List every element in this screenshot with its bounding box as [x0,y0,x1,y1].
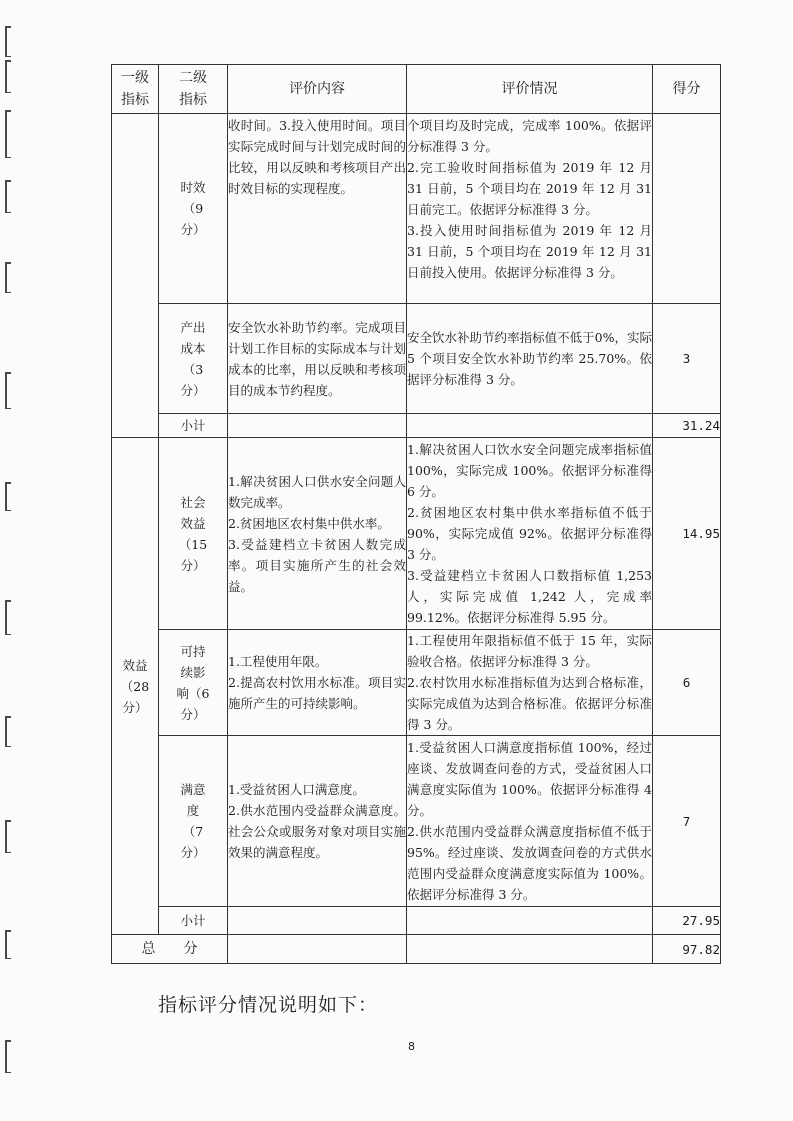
score-cost: 3 [653,304,721,414]
subtotal1-content [228,414,407,438]
binder-mark [5,262,11,293]
subtotal2-evaluation [407,907,653,935]
subtotal1-score: 31.24 [653,414,721,438]
content-sustainable: 1.工程使用年限。 2.提高农村饮用水标准。项目实施所产生的可持续影响。 [228,630,407,736]
subtotal2-label: 小计 [159,907,228,935]
binder-mark [5,60,11,93]
evaluation-table [111,64,721,964]
table-row-timeliness [112,114,721,304]
total-label: 总 分 [112,935,228,964]
header-level2: 二级 指标 [159,65,228,114]
content-social: 1.解决贫困人口供水安全问题人数完成率。 2.贫困地区农村集中供水率。 3.受益建档立卡贫困人数完成率。项目实施所产生的社会效益。 [228,438,407,630]
content-cost: 安全饮水补助节约率。完成项目计划工作目标的实际成本与计划成本的比率，用以反映和考核项目的成本节约程度。 [228,304,407,414]
binder-mark [5,716,11,747]
binder-mark [5,820,11,853]
subtotal1-label: 小计 [159,414,228,438]
header-content: 评价内容 [228,65,407,114]
header-level1: 一级 指标 [112,65,159,114]
total-score: 97.82 [653,935,721,964]
evaluation-timeliness: 个项目均及时完成，完成率 100%。依据评分标准得 3 分。 2.完工验收时间指标值为 2019 年 12 月 31 日前，5 个项目均在 2019 年 12 月 31 日前完工。依据评分标准得 3 分。 3.投入使用时间指标值为 2019 年 12 月 31 日前，5 个项目均在 2019 年 12 月 31 日前投入使用。依据评分标准得 3 分。 [407,114,653,304]
level2-satisfaction: 满意 度 （7 分） [159,736,228,907]
subtotal1-evaluation [407,414,653,438]
content-timeliness: 收时间。3.投入使用时间。项目实际完成时间与计划完成时间的比较，用以反映和考核项目产出时效目标的实现程度。 [228,114,407,304]
table-row-subtotal1 [112,414,721,438]
table-row-subtotal2 [112,907,721,935]
level1-output-cell [112,114,159,438]
level2-social: 社会 效益 （15 分） [159,438,228,630]
header-score: 得分 [653,65,721,114]
table-row-cost [112,304,721,414]
content-satisfaction: 1.受益贫困人口满意度。 2.供水范围内受益群众满意度。社会公众或服务对象对项目实施效果的满意程度。 [228,736,407,907]
evaluation-satisfaction: 1.受益贫困人口满意度指标值 100%，经过座谈、发放调查问卷的方式，受益贫困人口满意度实际值为 100%。依据评分标准得 4 分。 2.供水范围内受益群众满意度指标值不低于 95%。经过座谈、发放调查问卷的方式供水范围内受益群众度满意度实际值为 100%。依据评分标准得 3 分。 [407,736,653,907]
binder-mark [5,110,11,158]
table-row-sustainable [112,630,721,736]
header-row [112,65,721,114]
evaluation-cost: 安全饮水补助节约率指标值不低于0%，实际 5 个项目安全饮水补助节约率 25.70%。依据评分标准得 3 分。 [407,304,653,414]
binder-mark [5,482,11,511]
binder-mark [5,372,11,409]
table-row-social [112,438,721,630]
binder-mark [5,180,11,213]
score-timeliness [653,114,721,304]
score-sustainable: 6 [653,630,721,736]
summary-heading: 指标评分情况说明如下： [158,994,379,1016]
binder-mark [5,26,11,57]
header-evaluation: 评价情况 [407,65,653,114]
level2-sustainable: 可持 续影 响（6 分） [159,630,228,736]
binder-mark [5,1040,11,1073]
total-content [228,935,407,964]
table-row-total [112,935,721,964]
level2-timeliness: 时效 （9 分） [159,114,228,304]
level2-cost: 产出 成本 （3 分） [159,304,228,414]
binder-mark [5,600,11,635]
total-evaluation [407,935,653,964]
score-satisfaction: 7 [653,736,721,907]
subtotal2-content [228,907,407,935]
score-social: 14.95 [653,438,721,630]
evaluation-social: 1.解决贫困人口饮水安全问题完成率指标值 100%，实际完成 100%。依据评分标准得 6 分。 2.贫困地区农村集中供水率指标值不低于 90%，实际完成值 92%。依据评分标准得 3 分。 3.受益建档立卡贫困人口数指标值 1,253 人，实际完成值 1,242 人，完成率 99.12%。依据评分标准得 5.95 分。 [407,438,653,630]
binder-mark [5,930,11,959]
level1-benefit: 效益 （28 分） [112,438,159,935]
evaluation-sustainable: 1.工程使用年限指标值不低于 15 年，实际验收合格。依据评分标准得 3 分。 2.农村饮用水标准指标值为达到合格标准，实际完成值为达到合格标准。依据评分标准得 3 分。 [407,630,653,736]
page-number: 8 [408,1040,415,1053]
table-row-satisfaction [112,736,721,907]
subtotal2-score: 27.95 [653,907,721,935]
